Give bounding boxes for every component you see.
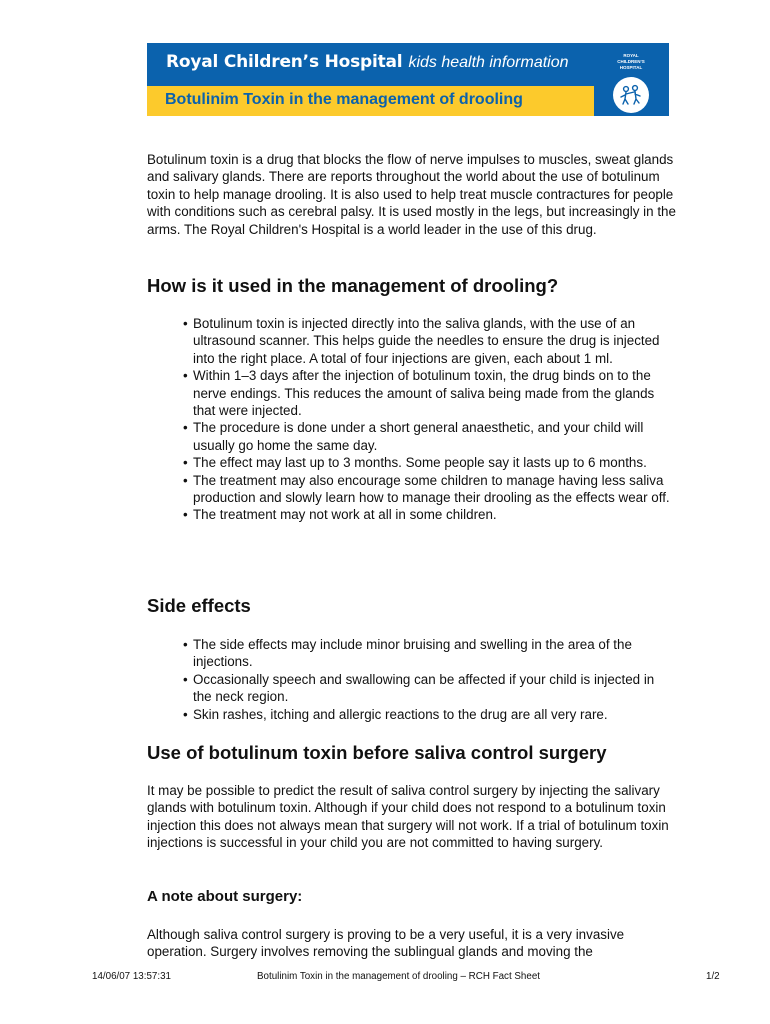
document-title: Botulinim Toxin in the management of drooling [165, 91, 523, 108]
subsection-heading: A note about surgery: [147, 888, 303, 905]
usage-section [147, 275, 677, 297]
bullet-icon: • [183, 637, 188, 652]
list-item-text: The effect may last up to 3 months. Some people say it lasts up to 6 months. [193, 455, 647, 471]
list-item [183, 454, 673, 471]
section-heading: Side effects [147, 595, 251, 616]
logo-text [606, 53, 656, 71]
before-surgery-paragraph: It may be possible to predict the result of saliva control surgery by injecting the salivary glands with botulinum toxin. Although if your child does not respond to a botulinum toxin injection this does not always mean that surgery will not work. If a trial of botulinum toxin injections is successful in your child you are not committed to having surgery. [147, 783, 669, 851]
bullet-icon: • [183, 316, 188, 331]
list-item-text: The procedure is done under a short general anaesthetic, and your child will usually go home the same day. [193, 420, 644, 453]
side-effects-list-block [183, 636, 673, 723]
list-item-text: Botulinum toxin is injected directly into the saliva glands, with the use of an ultrasound scanner. This helps guide the needles to ensure the drug is injected into the right place. A total of four injections are given, each about 1 ml. [193, 316, 660, 366]
surgery-note-section [147, 888, 677, 906]
list-item-text: Skin rashes, itching and allergic reactions to the drug are all very rare. [193, 706, 608, 722]
logo-line: ROYAL [623, 53, 639, 58]
section-heading: How is it used in the management of drooling? [147, 275, 559, 296]
children-figure-icon [619, 84, 643, 106]
list-item [183, 636, 673, 671]
banner-heading [166, 52, 569, 72]
section-heading: Use of botulinum toxin before saliva control surgery [147, 742, 607, 763]
bullet-icon: • [183, 507, 188, 523]
list-item-text: Within 1–3 days after the injection of botulinum toxin, the drug binds on to the nerve endings. This reduces the amount of saliva being made from the glands that were injected. [193, 368, 655, 419]
usage-list-block [183, 315, 673, 524]
list-item [183, 367, 673, 419]
bullet-icon: • [183, 420, 188, 436]
side-effects-bullet-list [183, 636, 673, 723]
footer-title: Botulinim Toxin in the management of drooling – RCH Fact Sheet [257, 971, 540, 982]
before-surgery-block [147, 782, 677, 852]
bullet-icon: • [183, 455, 188, 471]
hospital-name: Royal Children’s Hospital [166, 52, 403, 72]
bullet-icon: • [183, 671, 188, 687]
surgery-note-block [147, 926, 677, 961]
list-item [183, 506, 673, 523]
banner-yellow-bar [147, 86, 594, 116]
list-item [183, 671, 673, 706]
list-item [183, 472, 673, 507]
tagline: kids health information [408, 54, 569, 71]
intro-block [147, 151, 677, 238]
list-item [183, 315, 673, 367]
usage-bullet-list [183, 315, 673, 524]
hospital-logo-icon [613, 77, 649, 113]
header-banner [147, 43, 669, 116]
bullet-icon: • [183, 368, 188, 384]
before-surgery-section [147, 742, 677, 764]
logo-line: CHILDREN’S [617, 59, 645, 64]
logo-line: HOSPITAL [619, 65, 643, 70]
footer-page-number: 1/2 [706, 971, 720, 982]
bullet-icon: • [183, 706, 188, 722]
intro-paragraph: Botulinum toxin is a drug that blocks the flow of nerve impulses to muscles, sweat glands and salivary glands. There are reports throughout the world about the use of botulinum toxin to help manage drooling. It is also used to help treat muscle contractures for people with conditions such as cerebral palsy. It is used mostly in the legs, but increasingly in the arms. The Royal Children's Hospital is a world leader in the use of this drug. [147, 152, 676, 237]
list-item-text: The treatment may not work at all in some children. [193, 507, 497, 523]
footer-timestamp: 14/06/07 13:57:31 [92, 971, 171, 982]
list-item [183, 706, 673, 723]
bullet-icon: • [183, 472, 188, 488]
list-item-text: Occasionally speech and swallowing can be affected if your child is injected in the neck region. [193, 671, 655, 705]
surgery-note-paragraph: Although saliva control surgery is proving to be a very useful, it is a very invasive operation. Surgery involves removing the sublingual glands and moving the [147, 927, 625, 960]
side-effects-section [147, 595, 677, 617]
list-item [183, 419, 673, 454]
list-item-text: The side effects may include minor bruising and swelling in the area of the injections. [193, 637, 632, 670]
list-item-text: The treatment may also encourage some children to manage having less saliva production and slowly learn how to manage their drooling as the effects wear off. [193, 472, 670, 506]
